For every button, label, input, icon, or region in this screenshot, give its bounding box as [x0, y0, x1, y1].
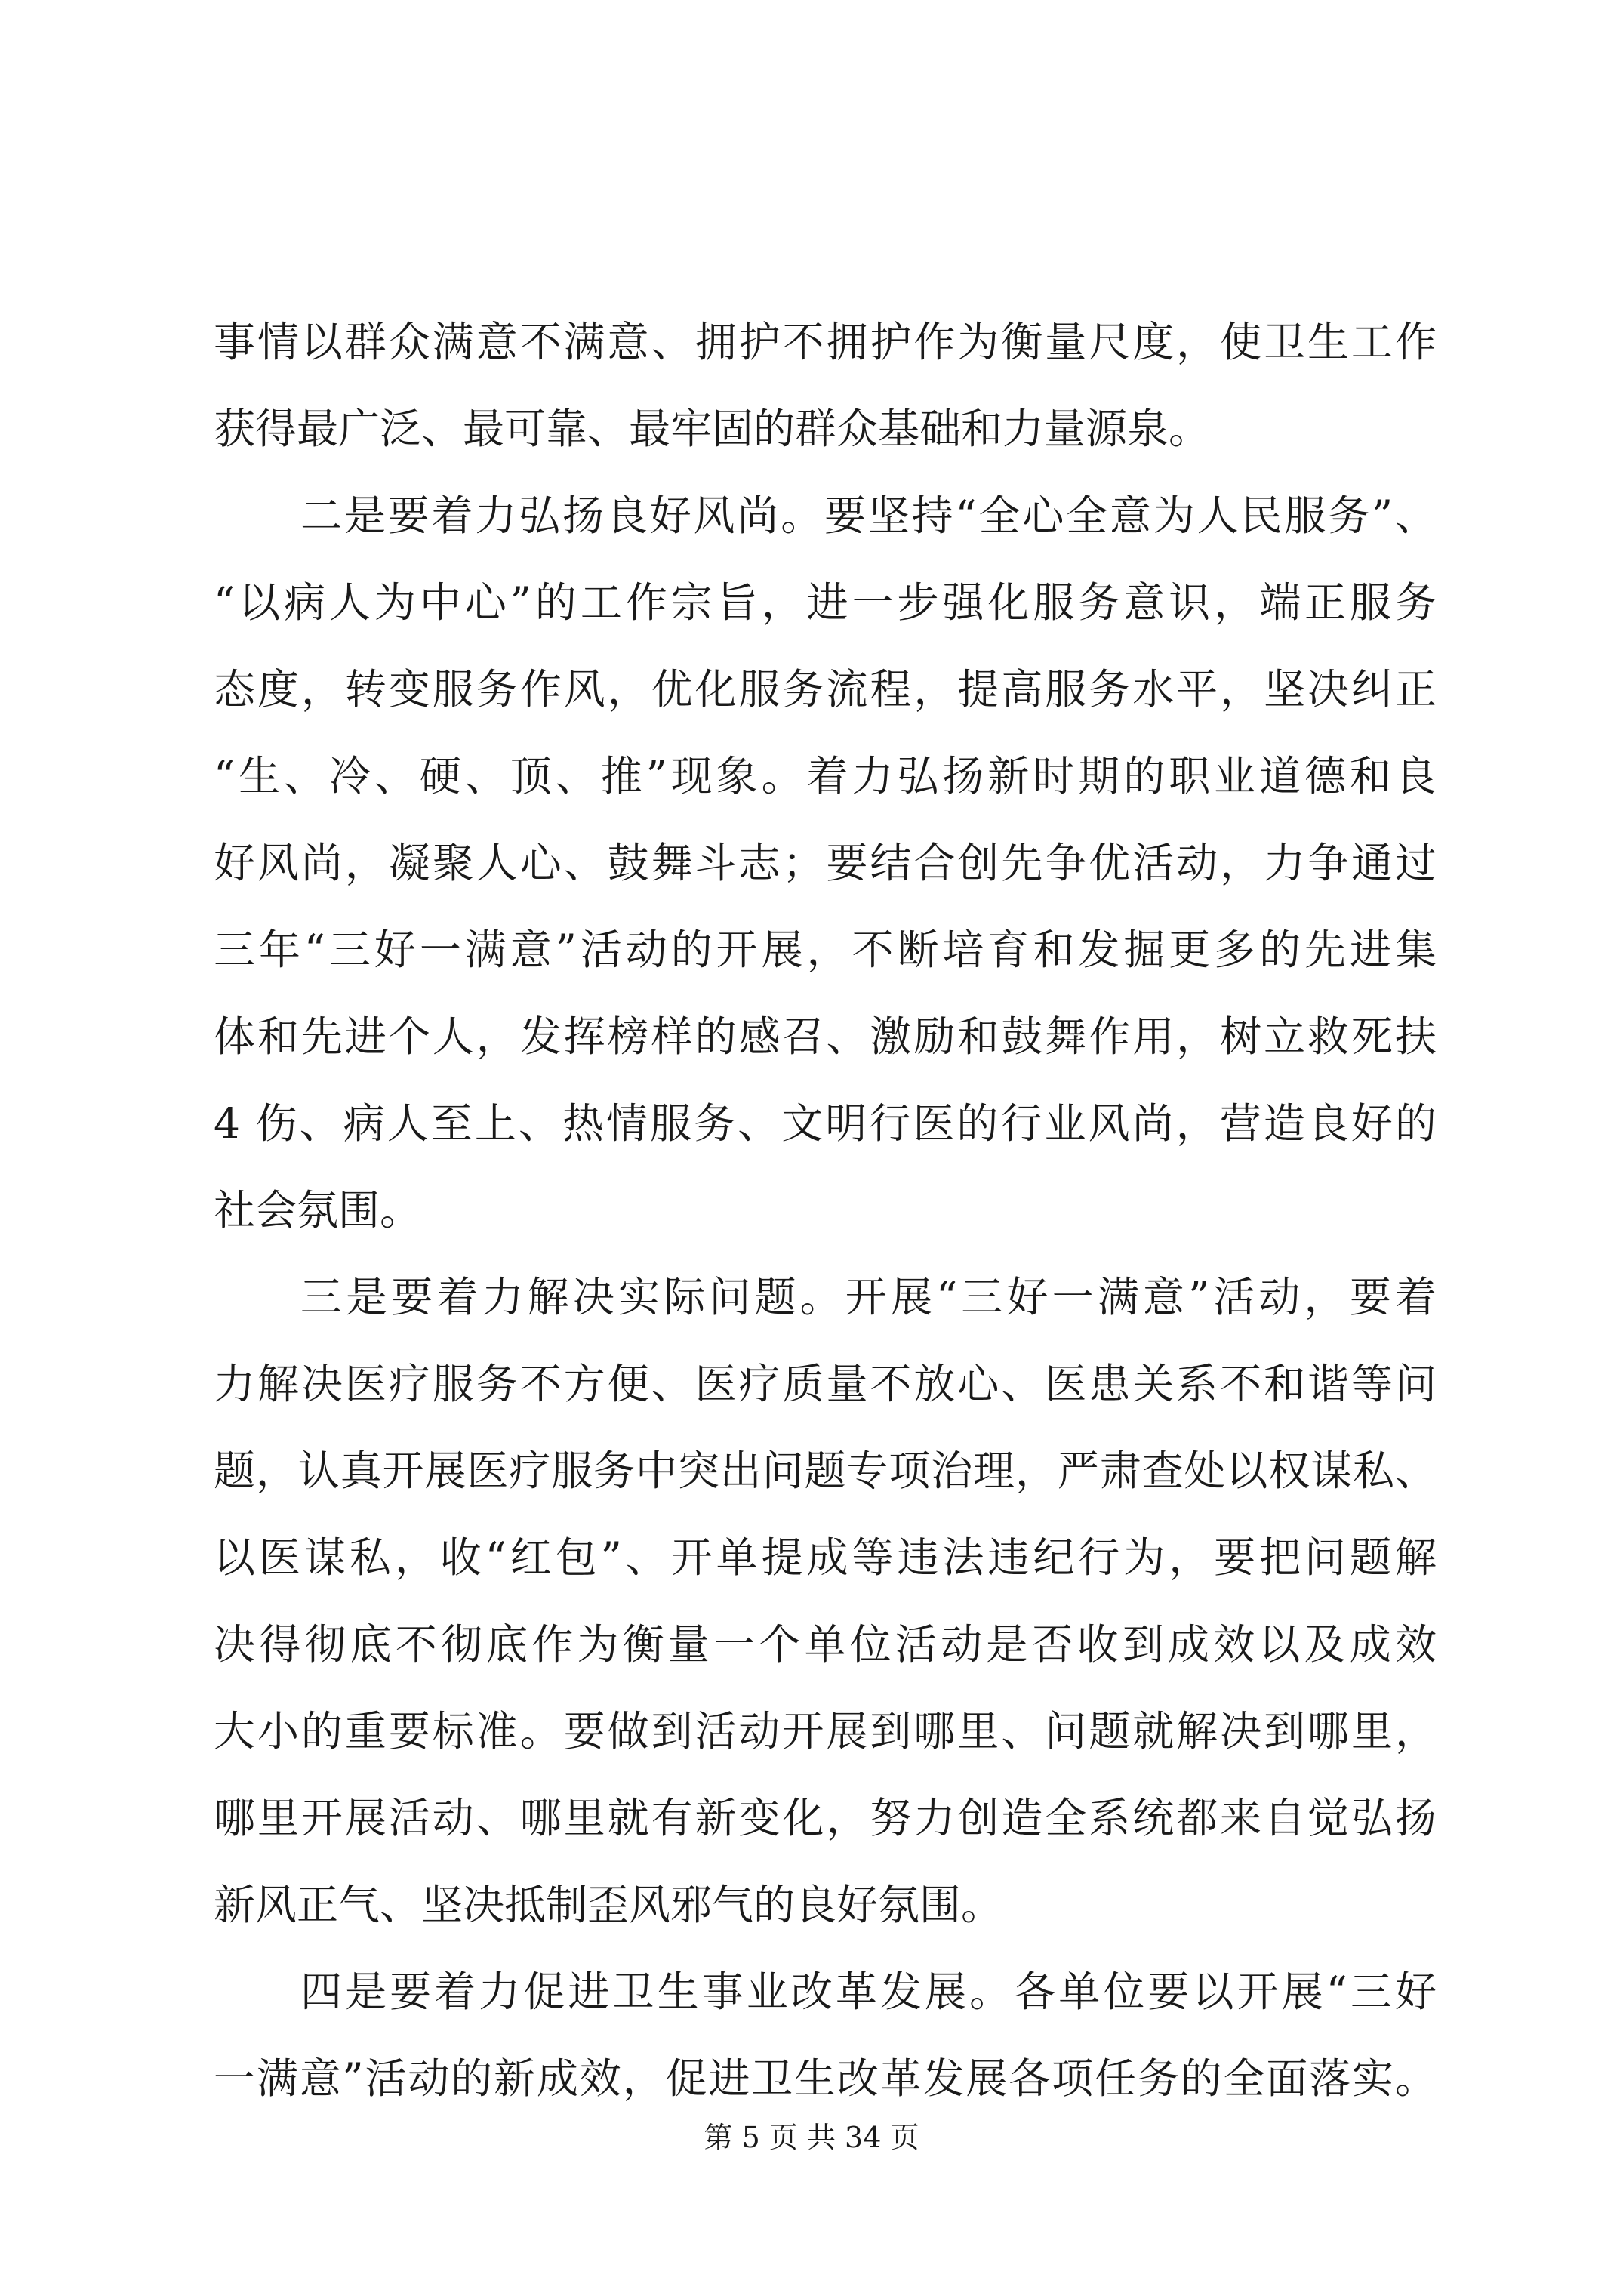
document-body — [214, 299, 1437, 2122]
text-line: 哪里开展活动、哪里就有新变化，努力创造全系统都来自觉弘扬 — [214, 1794, 1437, 1842]
text-line: 以医谋私，收“红包”、开单提成等违法违纪行为，要把问题解 — [214, 1533, 1437, 1582]
paragraph-start-line: 四是要着力促进卫生事业改革发展。各单位要以开展“三好 — [300, 1968, 1437, 2016]
text-line: 一满意”活动的新成效，促进卫生改革发展各项任务的全面落实。 — [214, 2054, 1437, 2103]
text-line: 力解决医疗服务不方便、医疗质量不放心、医患关系不和谐等问 — [214, 1360, 1437, 1408]
text-line: 三年“三好一满意”活动的开展，不断培育和发掘更多的先进集 — [214, 926, 1437, 974]
paragraph-start-line: 二是要着力弘扬良好风尚。要坚持“全心全意为人民服务”、 — [300, 492, 1437, 540]
text-line: 体和先进个人，发挥榜样的感召、激励和鼓舞作用，树立救死扶 — [214, 1012, 1437, 1061]
text-line: “生、冷、硬、顶、推”现象。着力弘扬新时期的职业道德和良 — [214, 752, 1437, 800]
text-line: 大小的重要标准。要做到活动开展到哪里、问题就解决到哪里， — [214, 1707, 1437, 1755]
text-line: 社会氛围。 — [214, 1186, 422, 1234]
text-line: 态度，转变服务作风，优化服务流程，提高服务水平，坚决纠正 — [214, 665, 1437, 713]
text-line: 好风尚，凝聚人心、鼓舞斗志；要结合创先争优活动，力争通过 — [214, 839, 1437, 887]
paragraph-start-line: 三是要着力解决实际问题。开展“三好一满意”活动，要着 — [300, 1273, 1437, 1321]
text-line: “以病人为中心”的工作宗旨，进一步强化服务意识，端正服务 — [214, 578, 1437, 627]
text-line: 新风正气、坚决抵制歪风邪气的良好氛围。 — [214, 1881, 1003, 1929]
page-footer: 第 5 页 共 34 页 — [704, 2121, 919, 2154]
text-line: 4 伤、病人至上、热情服务、文明行医的行业风尚，营造良好的 — [214, 1099, 1437, 1148]
text-line: 决得彻底不彻底作为衡量一个单位活动是否收到成效以及成效 — [214, 1620, 1437, 1669]
text-line: 事情以群众满意不满意、拥护不拥护作为衡量尺度，使卫生工作 — [214, 318, 1437, 366]
text-line: 题，认真开展医疗服务中突出问题专项治理，严肃查处以权谋私、 — [214, 1447, 1437, 1495]
text-line: 获得最广泛、最可靠、最牢固的群众基础和力量源泉。 — [214, 405, 1211, 453]
